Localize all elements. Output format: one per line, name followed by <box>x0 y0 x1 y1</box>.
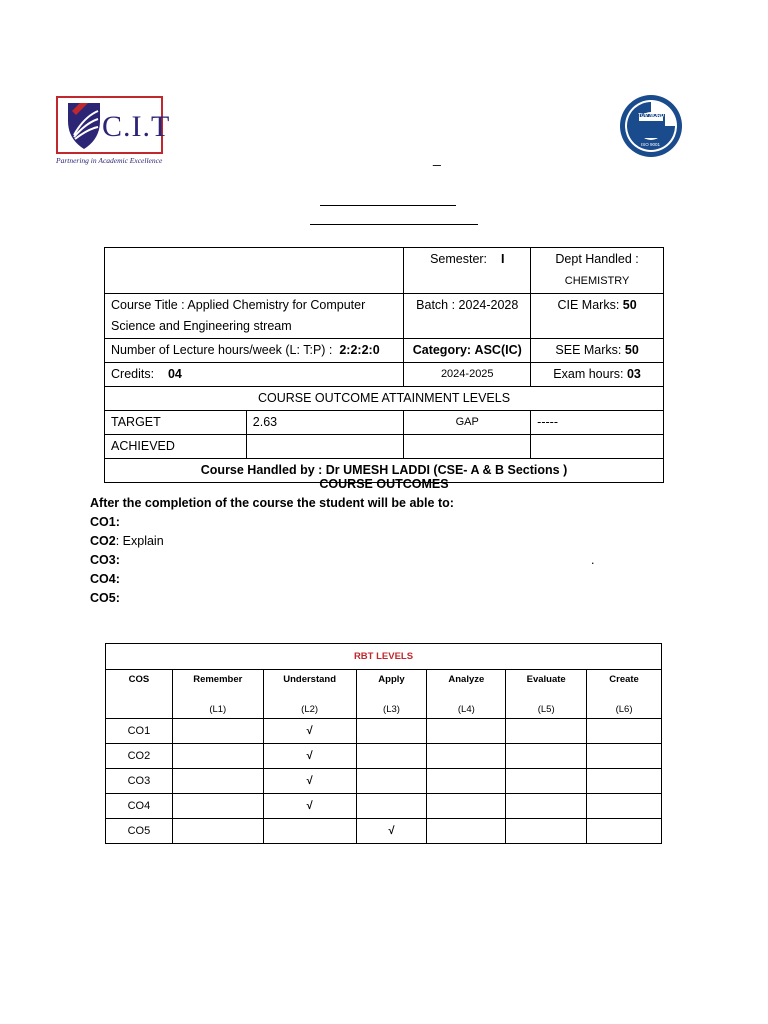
category-cell <box>404 339 531 363</box>
title-underline <box>320 205 456 206</box>
table-row <box>106 794 662 819</box>
mark-cell <box>506 769 587 794</box>
mark-cell <box>427 819 506 844</box>
mark-cell <box>427 744 506 769</box>
co-cell: CO3 <box>106 769 173 794</box>
table-row <box>105 339 664 363</box>
co-code: CO1: <box>90 515 120 529</box>
cit-logo-text: C.I.T <box>102 110 171 143</box>
mark-cell: √ <box>263 769 356 794</box>
achieved-value <box>246 435 404 459</box>
column-header <box>587 670 662 719</box>
column-header-cos <box>106 670 173 719</box>
cit-logo-tagline: Partnering in Academic Excellence <box>56 156 163 165</box>
batch-cell: Batch : 2024-2028 <box>404 294 531 339</box>
column-header <box>172 670 263 719</box>
column-header <box>263 670 356 719</box>
mark-cell <box>356 794 427 819</box>
level-name: Remember <box>193 674 243 685</box>
course-outcomes-intro: After the completion of the course the student will be able to: <box>90 496 454 510</box>
gap-value: ----- <box>531 411 664 435</box>
mark-cell <box>506 794 587 819</box>
table-row <box>105 248 664 294</box>
rbt-levels-table <box>105 643 662 844</box>
level-code: (L6) <box>615 704 633 715</box>
mark-cell <box>356 744 427 769</box>
co-code: CO4: <box>90 572 120 586</box>
level-name: Evaluate <box>526 674 566 685</box>
attainment-heading: COURSE OUTCOME ATTAINMENT LEVELS <box>105 387 664 411</box>
mark-cell: √ <box>263 794 356 819</box>
co-cell: CO4 <box>106 794 173 819</box>
mark-cell: √ <box>263 719 356 744</box>
level-name: Analyze <box>448 674 485 685</box>
table-row <box>106 819 662 844</box>
credits-cell <box>105 363 404 387</box>
category-label: Category: <box>412 343 472 357</box>
co-code: CO3: <box>90 553 120 567</box>
cie-cell <box>531 294 664 339</box>
level-code: (L1) <box>209 704 227 715</box>
semester-value: I <box>500 252 505 266</box>
mark-cell <box>356 719 427 744</box>
column-header <box>506 670 587 719</box>
course-title-line1: Course Title : Applied Chemistry for Computer <box>111 298 366 312</box>
course-outcomes-heading: COURSE OUTCOMES <box>319 477 449 491</box>
semester-cell <box>404 248 531 294</box>
achieved-label: ACHIEVED <box>105 435 247 459</box>
co-code: CO2 <box>90 534 116 548</box>
level-name: Apply <box>378 674 405 685</box>
table-header-row <box>106 670 662 719</box>
co-cell: CO2 <box>106 744 173 769</box>
column-header <box>356 670 427 719</box>
rbt-title: RBT LEVELS <box>106 644 662 670</box>
mark-cell: √ <box>356 819 427 844</box>
cit-logo <box>56 96 171 170</box>
cie-label: CIE Marks: <box>557 298 620 312</box>
exam-value: 03 <box>626 367 641 381</box>
co-code: CO5: <box>90 591 120 605</box>
hours-label: Number of Lecture hours/week (L: T:P) : <box>111 343 333 357</box>
level-name: Create <box>609 674 639 685</box>
see-cell <box>531 339 664 363</box>
co3-period: . <box>591 553 595 567</box>
mark-cell <box>356 769 427 794</box>
co-cell: CO5 <box>106 819 173 844</box>
header-dash: _ <box>433 150 441 166</box>
list-item <box>90 572 120 586</box>
table-row <box>106 719 662 744</box>
co-text: : Explain <box>115 534 164 548</box>
table-row <box>106 769 662 794</box>
mark-cell <box>506 819 587 844</box>
mark-cell <box>587 719 662 744</box>
year-cell: 2024-2025 <box>404 363 531 387</box>
table-row <box>106 644 662 670</box>
dept-value: CHEMISTRY <box>564 275 630 287</box>
see-value: 50 <box>624 343 639 357</box>
mark-cell <box>172 719 263 744</box>
level-code: (L5) <box>537 704 555 715</box>
credits-value: 04 <box>167 367 182 381</box>
tuv-logo-text: TUV NORD <box>638 113 665 119</box>
target-value: 2.63 <box>246 411 404 435</box>
cit-logo-frame <box>56 96 171 154</box>
level-code: (L2) <box>301 704 319 715</box>
list-item <box>90 553 120 567</box>
achieved-gap-value <box>531 435 664 459</box>
course-handled-by: Course Handled by : Dr UMESH LADDI (CSE- A & B Sections ) <box>105 459 664 483</box>
blank-cell <box>105 248 404 294</box>
level-name: Understand <box>283 674 337 685</box>
list-item <box>90 591 120 605</box>
table-row <box>105 363 664 387</box>
dept-label: Dept Handled : <box>555 252 639 266</box>
tuv-nord-logo <box>617 94 685 158</box>
mark-cell <box>427 719 506 744</box>
mark-cell <box>506 719 587 744</box>
target-label: TARGET <box>105 411 247 435</box>
level-code: (L3) <box>383 704 400 715</box>
course-title-line2: Science and Engineering stream <box>111 319 292 333</box>
table-row <box>105 411 664 435</box>
mark-cell: √ <box>263 744 356 769</box>
mark-cell <box>506 744 587 769</box>
mark-cell <box>172 744 263 769</box>
hours-cell <box>105 339 404 363</box>
shield-icon <box>62 99 106 153</box>
table-row <box>105 294 664 339</box>
table-row <box>106 744 662 769</box>
mark-cell <box>172 819 263 844</box>
co-cell: CO1 <box>106 719 173 744</box>
mark-cell <box>172 794 263 819</box>
credits-label: Credits: <box>111 367 155 381</box>
table-row <box>105 387 664 411</box>
subtitle-underline <box>310 224 478 225</box>
achieved-gap-label <box>404 435 531 459</box>
mark-cell <box>427 794 506 819</box>
list-item <box>90 534 164 548</box>
exam-label: Exam hours: <box>553 367 624 381</box>
course-title-cell <box>105 294 404 339</box>
hours-value: 2:2:2:0 <box>339 343 380 357</box>
cos-label: COS <box>128 674 150 685</box>
column-header <box>427 670 506 719</box>
see-label: SEE Marks: <box>555 343 622 357</box>
list-item <box>90 515 120 529</box>
exam-hours-cell <box>531 363 664 387</box>
level-code: (L4) <box>457 704 475 715</box>
iso-label: ISO 9001 <box>641 142 661 147</box>
cie-value: 50 <box>622 298 637 312</box>
mark-cell <box>263 819 356 844</box>
gap-label: GAP <box>404 411 531 435</box>
mark-cell <box>427 769 506 794</box>
mark-cell <box>587 769 662 794</box>
certification-seal-icon <box>617 94 685 158</box>
category-value: ASC(IC) <box>474 343 522 357</box>
mark-cell <box>587 744 662 769</box>
mark-cell <box>172 769 263 794</box>
course-info-table <box>104 247 664 483</box>
dept-cell <box>531 248 664 294</box>
table-row <box>105 435 664 459</box>
mark-cell <box>587 819 662 844</box>
mark-cell <box>587 794 662 819</box>
semester-label: Semester: <box>430 252 488 266</box>
